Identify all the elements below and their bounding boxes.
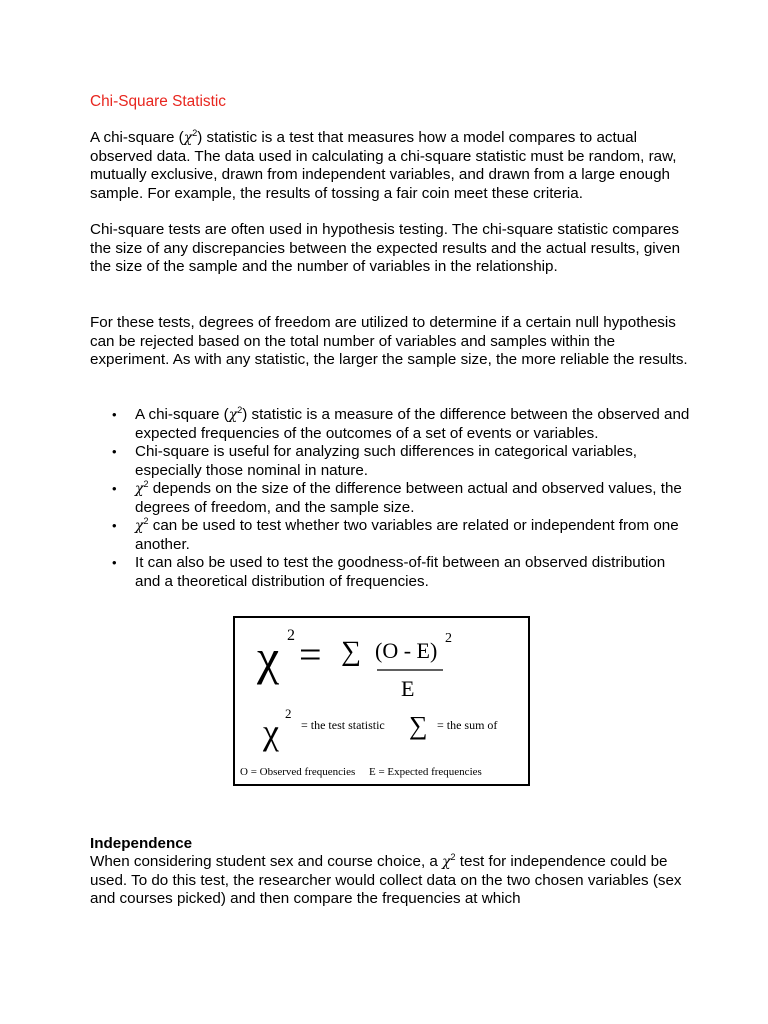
list-item <box>90 554 690 591</box>
bullet-text: Chi-square is useful for analyzing such differences in categorical variables, especially those nominal in nature. <box>135 443 638 479</box>
list-item <box>90 517 690 554</box>
paragraph-intro <box>90 129 690 203</box>
chi-superscript: 2 <box>143 478 149 489</box>
chi-square-formula-figure <box>233 616 530 786</box>
chi-superscript: 2 <box>192 127 198 138</box>
chi-symbol: χ <box>442 854 451 870</box>
formula-svg <box>235 618 528 784</box>
formula-equals: = <box>299 632 322 677</box>
formula-chi-superscript: 2 <box>287 627 295 644</box>
formula-numerator: (O - E) <box>375 638 438 663</box>
bullet-icon: • <box>112 481 117 496</box>
paragraph-hypothesis: Chi-square tests are often used in hypothesis testing. The chi-square statistic compares the size of any discrepancies between the expected results and the actual results, given the size of the sample and the number of variables in the relationship. <box>90 221 681 275</box>
intro-text-before: A chi-square ( <box>90 129 184 146</box>
bullet-icon: • <box>112 407 117 422</box>
key-points-list <box>90 406 690 591</box>
list-item <box>90 406 690 443</box>
paragraph-independence <box>90 853 690 909</box>
expected-frequencies-label: E = Expected frequencies <box>369 766 482 778</box>
list-item <box>90 480 690 517</box>
legend-chi-superscript: 2 <box>285 706 292 721</box>
legend-chi-symbol: χ <box>263 712 279 752</box>
formula-numerator-superscript: 2 <box>445 631 452 646</box>
chi-symbol: χ <box>183 130 193 146</box>
bullet-icon: • <box>112 555 117 570</box>
chi-superscript: 2 <box>450 851 456 862</box>
chi-symbol: χ <box>228 407 238 423</box>
bullet-icon: • <box>112 518 117 533</box>
legend-sigma-label: = the sum of <box>437 718 498 732</box>
bullet-text: It can also be used to test the goodness-of-fit between an observed distribution and a theoretical distribution of frequencies. <box>135 554 666 590</box>
chi-symbol: χ <box>135 481 144 497</box>
bullet-text-before: A chi-square ( <box>135 406 229 423</box>
chi-superscript: 2 <box>237 404 243 415</box>
formula-sigma-symbol: ∑ <box>341 636 361 667</box>
independence-text-before: When considering student sex and course choice, a <box>90 853 443 870</box>
intro-text-after: ) statistic is a test that measures how a model compares to actual observed data. The data used in calculating a chi-square statistic must be random, raw, mutually exclusive, drawn from independent variables, and drawn from a large enough sample. For example, the results of tossing a fair coin meet these criteria. <box>90 129 677 202</box>
bullet-text-after: can be used to test whether two variables are related or independent from one another. <box>135 517 679 553</box>
legend-chi-label: = the test statistic <box>301 718 385 732</box>
bullet-icon: • <box>112 444 117 459</box>
section-heading-independence: Independence <box>90 835 193 852</box>
bullet-text-after: depends on the size of the difference between actual and observed values, the degrees of freedom, and the sample size. <box>135 480 682 516</box>
chi-superscript: 2 <box>143 515 149 526</box>
independence-text-after: test for independence could be used. To do this test, the researcher would collect data on the two chosen variables (sex and courses picked) and then compare the frequencies at which <box>90 853 682 907</box>
paragraph-degrees-of-freedom: For these tests, degrees of freedom are utilized to determine if a certain null hypothesis can be rejected based on the total number of variables and samples within the experiment. As with any statistic, the larger the sample size, the more reliable the results. <box>90 314 688 368</box>
legend-sigma-symbol: ∑ <box>409 711 428 740</box>
page-title: Chi-Square Statistic <box>90 93 227 110</box>
formula-denominator: E <box>401 676 415 701</box>
bullet-text-after: ) statistic is a measure of the difference between the observed and expected frequencies of the outcomes of a set of events or variables. <box>135 406 690 442</box>
chi-symbol: χ <box>135 518 144 534</box>
formula-chi-symbol: χ <box>257 629 280 685</box>
observed-frequencies-label: O = Observed frequencies <box>240 766 356 778</box>
list-item <box>90 443 690 480</box>
